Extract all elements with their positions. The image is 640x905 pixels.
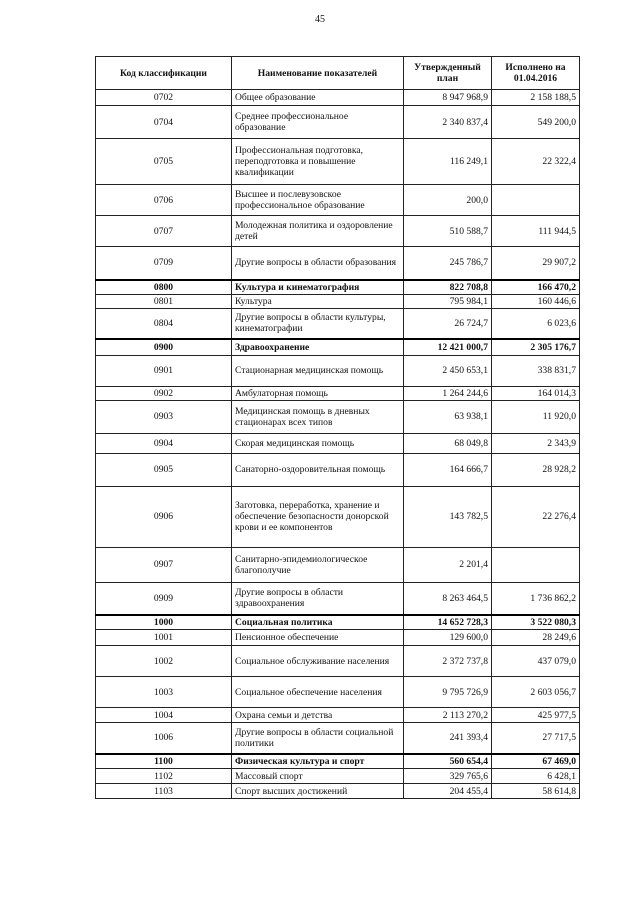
table-row bbox=[96, 308, 580, 339]
table-row bbox=[96, 90, 580, 106]
row-plan: 8 947 968,9 bbox=[404, 90, 492, 106]
table-row bbox=[96, 400, 580, 433]
row-code: 0702 bbox=[96, 90, 232, 106]
header-code: Код классификации bbox=[96, 57, 232, 90]
row-done: 164 014,3 bbox=[492, 386, 580, 400]
row-name: Стационарная медицинская помощь bbox=[232, 355, 404, 386]
table-row bbox=[96, 339, 580, 355]
row-done: 28 249,6 bbox=[492, 630, 580, 646]
table-row bbox=[96, 355, 580, 386]
row-name: Заготовка, переработка, хранение и обеспечение безопасности донорской крови и ее компонентов bbox=[232, 486, 404, 547]
row-done: 2 343,9 bbox=[492, 433, 580, 453]
row-name: Амбулаторная помощь bbox=[232, 386, 404, 400]
table-row bbox=[96, 247, 580, 280]
table-row bbox=[96, 677, 580, 708]
row-done: 2 305 176,7 bbox=[492, 339, 580, 355]
row-plan: 9 795 726,9 bbox=[404, 677, 492, 708]
row-plan: 510 588,7 bbox=[404, 216, 492, 247]
row-done: 67 469,0 bbox=[492, 754, 580, 769]
row-code: 0705 bbox=[96, 139, 232, 185]
row-code: 1102 bbox=[96, 769, 232, 784]
row-name: Высшее и послевузовское профессиональное образование bbox=[232, 185, 404, 216]
row-name: Физическая культура и спорт bbox=[232, 754, 404, 769]
row-name: Культура и кинематография bbox=[232, 280, 404, 295]
row-name: Санаторно-оздоровительная помощь bbox=[232, 453, 404, 486]
row-plan: 329 765,6 bbox=[404, 769, 492, 784]
table-row bbox=[96, 139, 580, 185]
budget-table bbox=[95, 56, 580, 799]
row-code: 1006 bbox=[96, 723, 232, 754]
table-row bbox=[96, 646, 580, 677]
table-row bbox=[96, 106, 580, 139]
row-name: Другие вопросы в области здравоохранения bbox=[232, 582, 404, 615]
page-number: 45 bbox=[315, 14, 325, 25]
row-done: 338 831,7 bbox=[492, 355, 580, 386]
row-done: 160 446,6 bbox=[492, 294, 580, 308]
row-plan: 795 984,1 bbox=[404, 294, 492, 308]
row-plan: 26 724,7 bbox=[404, 308, 492, 339]
row-name: Культура bbox=[232, 294, 404, 308]
row-done: 111 944,5 bbox=[492, 216, 580, 247]
row-code: 0709 bbox=[96, 247, 232, 280]
table-row bbox=[96, 433, 580, 453]
table-row bbox=[96, 615, 580, 630]
row-name: Санитарно-эпидемиологическое благополучие bbox=[232, 547, 404, 582]
row-plan: 2 450 653,1 bbox=[404, 355, 492, 386]
row-code: 1003 bbox=[96, 677, 232, 708]
row-code: 0707 bbox=[96, 216, 232, 247]
row-plan: 143 782,5 bbox=[404, 486, 492, 547]
table-row bbox=[96, 723, 580, 754]
row-done: 425 977,5 bbox=[492, 708, 580, 723]
row-code: 0900 bbox=[96, 339, 232, 355]
table-row bbox=[96, 280, 580, 295]
row-done: 58 614,8 bbox=[492, 784, 580, 799]
row-plan: 245 786,7 bbox=[404, 247, 492, 280]
row-code: 0904 bbox=[96, 433, 232, 453]
row-plan: 241 393,4 bbox=[404, 723, 492, 754]
row-done bbox=[492, 185, 580, 216]
row-plan: 8 263 464,5 bbox=[404, 582, 492, 615]
table-row bbox=[96, 582, 580, 615]
table-row bbox=[96, 386, 580, 400]
row-done: 28 928,2 bbox=[492, 453, 580, 486]
row-code: 1001 bbox=[96, 630, 232, 646]
header-done: Исполнено на 01.04.2016 bbox=[492, 57, 580, 90]
row-plan: 1 264 244,6 bbox=[404, 386, 492, 400]
row-done: 22 276,4 bbox=[492, 486, 580, 547]
row-name: Медицинская помощь в дневных стационарах всех типов bbox=[232, 400, 404, 433]
row-code: 0804 bbox=[96, 308, 232, 339]
row-code: 0706 bbox=[96, 185, 232, 216]
row-done: 27 717,5 bbox=[492, 723, 580, 754]
row-done: 437 079,0 bbox=[492, 646, 580, 677]
table-row bbox=[96, 769, 580, 784]
row-plan: 12 421 000,7 bbox=[404, 339, 492, 355]
row-done: 549 200,0 bbox=[492, 106, 580, 139]
row-code: 1100 bbox=[96, 754, 232, 769]
row-plan: 2 372 737,8 bbox=[404, 646, 492, 677]
table-row bbox=[96, 784, 580, 799]
row-plan: 204 455,4 bbox=[404, 784, 492, 799]
header-name: Наименование показателей bbox=[232, 57, 404, 90]
header-plan: Утвержденный план bbox=[404, 57, 492, 90]
row-code: 0704 bbox=[96, 106, 232, 139]
row-done: 1 736 862,2 bbox=[492, 582, 580, 615]
row-done: 6 428,1 bbox=[492, 769, 580, 784]
row-name: Спорт высших достижений bbox=[232, 784, 404, 799]
table-row bbox=[96, 630, 580, 646]
row-name: Профессиональная подготовка, переподготовка и повышение квалификации bbox=[232, 139, 404, 185]
row-code: 1103 bbox=[96, 784, 232, 799]
table-row bbox=[96, 453, 580, 486]
row-plan: 2 113 270,2 bbox=[404, 708, 492, 723]
row-done: 2 158 188,5 bbox=[492, 90, 580, 106]
table-row bbox=[96, 547, 580, 582]
row-code: 1000 bbox=[96, 615, 232, 630]
row-plan: 2 340 837,4 bbox=[404, 106, 492, 139]
row-name: Массовый спорт bbox=[232, 769, 404, 784]
row-name: Скорая медицинская помощь bbox=[232, 433, 404, 453]
row-plan: 14 652 728,3 bbox=[404, 615, 492, 630]
row-done: 22 322,4 bbox=[492, 139, 580, 185]
table-row bbox=[96, 486, 580, 547]
row-plan: 129 600,0 bbox=[404, 630, 492, 646]
table-header-row bbox=[96, 57, 580, 90]
table-row bbox=[96, 754, 580, 769]
row-plan: 560 654,4 bbox=[404, 754, 492, 769]
row-code: 0801 bbox=[96, 294, 232, 308]
row-code: 0909 bbox=[96, 582, 232, 615]
row-name: Здравоохранение bbox=[232, 339, 404, 355]
row-plan: 116 249,1 bbox=[404, 139, 492, 185]
row-plan: 63 938,1 bbox=[404, 400, 492, 433]
row-plan: 68 049,8 bbox=[404, 433, 492, 453]
row-done: 29 907,2 bbox=[492, 247, 580, 280]
row-name: Социальное обеспечение населения bbox=[232, 677, 404, 708]
row-name: Другие вопросы в области социальной политики bbox=[232, 723, 404, 754]
row-done: 2 603 056,7 bbox=[492, 677, 580, 708]
row-code: 0905 bbox=[96, 453, 232, 486]
row-code: 0906 bbox=[96, 486, 232, 547]
row-name: Молодежная политика и оздоровление детей bbox=[232, 216, 404, 247]
row-name: Социальное обслуживание населения bbox=[232, 646, 404, 677]
row-done: 166 470,2 bbox=[492, 280, 580, 295]
row-code: 0903 bbox=[96, 400, 232, 433]
row-name: Охрана семьи и детства bbox=[232, 708, 404, 723]
row-plan: 2 201,4 bbox=[404, 547, 492, 582]
row-code: 0907 bbox=[96, 547, 232, 582]
row-code: 0901 bbox=[96, 355, 232, 386]
row-done bbox=[492, 547, 580, 582]
table-row bbox=[96, 216, 580, 247]
table-row bbox=[96, 294, 580, 308]
table-row bbox=[96, 708, 580, 723]
row-name: Пенсионное обеспечение bbox=[232, 630, 404, 646]
row-plan: 200,0 bbox=[404, 185, 492, 216]
table-row bbox=[96, 185, 580, 216]
row-name: Другие вопросы в области культуры, кинематографии bbox=[232, 308, 404, 339]
row-name: Среднее профессиональное образование bbox=[232, 106, 404, 139]
row-code: 0902 bbox=[96, 386, 232, 400]
row-done: 6 023,6 bbox=[492, 308, 580, 339]
row-name: Другие вопросы в области образования bbox=[232, 247, 404, 280]
row-done: 11 920,0 bbox=[492, 400, 580, 433]
row-name: Общее образование bbox=[232, 90, 404, 106]
row-name: Социальная политика bbox=[232, 615, 404, 630]
row-done: 3 522 080,3 bbox=[492, 615, 580, 630]
row-code: 0800 bbox=[96, 280, 232, 295]
row-plan: 164 666,7 bbox=[404, 453, 492, 486]
row-plan: 822 708,8 bbox=[404, 280, 492, 295]
row-code: 1002 bbox=[96, 646, 232, 677]
row-code: 1004 bbox=[96, 708, 232, 723]
